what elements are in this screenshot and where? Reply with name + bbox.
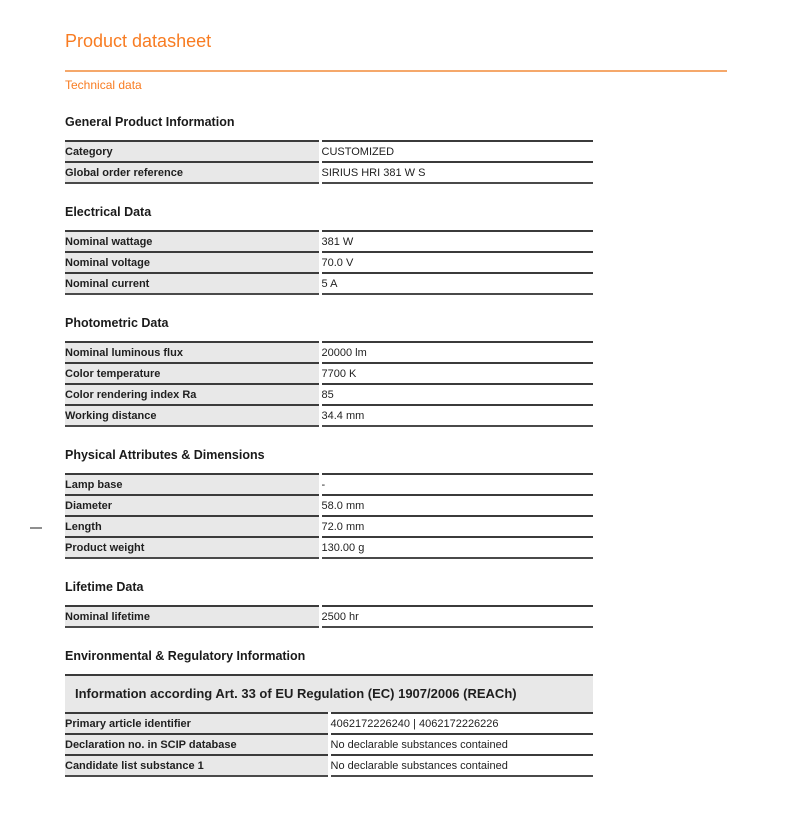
spec-table [65,230,593,295]
row-value: No declarable substances contained [329,755,593,776]
row-value: 2500 hr [320,606,593,627]
row-label: Declaration no. in SCIP database [65,734,329,755]
row-label: Nominal lifetime [65,606,320,627]
row-label: Nominal current [65,273,320,294]
table-row [65,405,593,426]
section-heading: General Product Information [65,115,235,129]
page-fold-marker [30,527,42,529]
table-row [65,273,593,294]
table-row [65,606,593,627]
spec-table [65,473,593,559]
row-label: Color rendering index Ra [65,384,320,405]
row-value: No declarable substances contained [329,734,593,755]
spec-table [65,341,593,427]
row-label: Length [65,516,320,537]
table-subheading: Information according Art. 33 of EU Regulation (EC) 1907/2006 (REACh) [65,675,593,713]
section-general-product-information [65,115,727,184]
section-lifetime-data [65,580,727,628]
table-subheading-row [65,675,593,713]
table-row [65,474,593,495]
section-electrical-data [65,205,727,295]
table-row [65,342,593,363]
table-row [65,141,593,162]
table-row [65,734,593,755]
row-value: 58.0 mm [320,495,593,516]
spec-table [65,674,593,777]
section-photometric-data [65,316,727,427]
row-label: Global order reference [65,162,320,183]
section-heading: Photometric Data [65,316,169,330]
section-heading: Environmental & Regulatory Information [65,649,306,663]
row-value: SIRIUS HRI 381 W S [320,162,593,183]
row-value: 70.0 V [320,252,593,273]
spec-table [65,140,593,184]
row-value: 381 W [320,231,593,252]
table-row [65,495,593,516]
row-label: Working distance [65,405,320,426]
row-value: 4062172226240 | 4062172226226 [329,713,593,734]
section-heading: Physical Attributes & Dimensions [65,448,265,462]
section-heading: Lifetime Data [65,580,144,594]
sections-container [65,115,727,777]
table-row [65,162,593,183]
row-value: - [320,474,593,495]
row-value: 5 A [320,273,593,294]
technical-data-label: Technical data [65,78,142,92]
row-value: 130.00 g [320,537,593,558]
row-label: Nominal wattage [65,231,320,252]
row-label: Nominal voltage [65,252,320,273]
table-row [65,516,593,537]
row-value: 20000 lm [320,342,593,363]
table-row [65,252,593,273]
row-label: Lamp base [65,474,320,495]
table-row [65,713,593,734]
row-label: Candidate list substance 1 [65,755,329,776]
row-value: 72.0 mm [320,516,593,537]
section-heading: Electrical Data [65,205,152,219]
table-row [65,537,593,558]
row-value: 34.4 mm [320,405,593,426]
accent-divider [65,70,727,72]
row-label: Nominal luminous flux [65,342,320,363]
row-label: Category [65,141,320,162]
table-row [65,384,593,405]
row-label: Diameter [65,495,320,516]
spec-table [65,605,593,628]
section-environmental-regulatory-information [65,649,727,777]
section-physical-attributes-dimensions [65,448,727,559]
row-label: Product weight [65,537,320,558]
row-value: CUSTOMIZED [320,141,593,162]
table-row [65,231,593,252]
table-row [65,363,593,384]
row-label: Primary article identifier [65,713,329,734]
row-value: 85 [320,384,593,405]
table-row [65,755,593,776]
row-label: Color temperature [65,363,320,384]
page-title: Product datasheet [65,31,212,51]
datasheet-page [65,0,727,777]
row-value: 7700 K [320,363,593,384]
